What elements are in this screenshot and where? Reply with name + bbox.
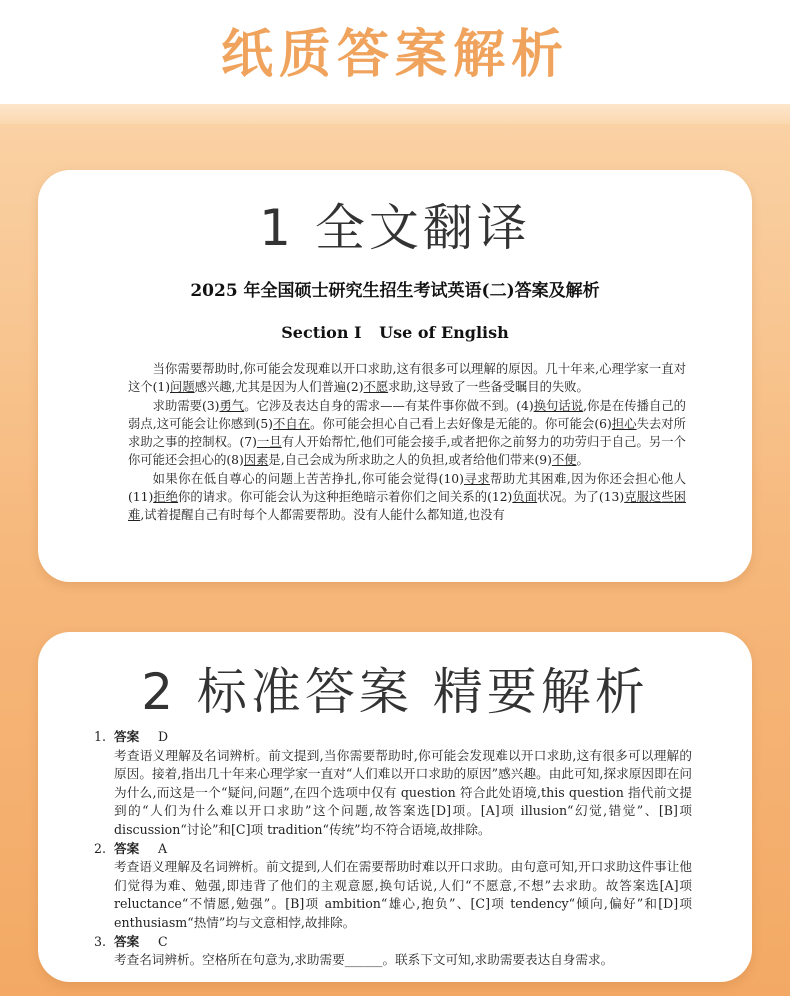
answer-blank-word: 克服这些困难	[128, 490, 686, 523]
translation-text-run: 。	[576, 453, 589, 468]
answer-blank-word: 问题	[170, 380, 195, 395]
translation-text-run: 状况。为了(13)	[537, 490, 625, 505]
translation-text-run: 。你可能会担心自己看上去好像是无能的。你可能会(6)	[310, 416, 612, 431]
answer-explanation: 考查名词辨析。空格所在句意为,求助需要______。联系下文可知,求助需要表达自身需求。	[114, 952, 614, 968]
answer-blank-word: 一旦	[256, 435, 282, 450]
answer-blank-word: 负面	[512, 490, 538, 505]
translation-text-run: 求助需要(3)	[152, 398, 220, 413]
answer-blank-word: 寻求	[463, 471, 491, 486]
translation-text-run: ,试着提醒自己有时每个人都需要帮助。没有人能什么都知道,也没有	[140, 508, 505, 523]
answer-blank-word: 不愿	[363, 380, 389, 395]
translation-text-run: 求助,这导致了一些备受瞩目的失败。	[388, 380, 589, 395]
translation-text-run: 你的请求。你可能会认为这种拒绝暗示着你们之间关系的(12)	[178, 490, 513, 505]
translation-heading: 1 全文翻译	[259, 199, 531, 257]
answer-letter: A	[158, 840, 168, 856]
translation-text-run: 有人开始帮忙,他们可能会接手,或者把你之前努力的功劳归于自己。另一个你可能还会担心的(8)	[128, 435, 686, 468]
answers-list	[38, 728, 752, 970]
translation-paragraph	[128, 470, 686, 525]
answers-heading: 2 标准答案 精要解析	[141, 663, 649, 721]
translation-text-run: ,你是在传播自己的弱点,这可能会让你感到(5)	[128, 398, 686, 431]
answer-item	[94, 728, 692, 840]
section-title	[38, 323, 752, 342]
answer-blank-word: 换句话说	[533, 398, 584, 413]
question-number: 1.	[94, 729, 107, 744]
answer-item	[94, 840, 692, 933]
page-title: 纸质答案解析	[220, 25, 569, 85]
section-label: Section Ⅰ	[281, 323, 362, 342]
translation-text	[38, 360, 752, 525]
translation-paragraph	[128, 397, 686, 470]
translation-card	[38, 170, 752, 582]
answer-label: 答案	[114, 840, 140, 856]
translation-text-run: 帮助尤其困难,因为你还会担心他人(11)	[128, 471, 686, 505]
question-number: 2.	[94, 840, 107, 856]
translation-text-run: 失去对所求助之事的控制权。(7)	[128, 416, 686, 450]
translation-text-run: 当你需要帮助时,你可能会发现难以开口求助,这有很多可以理解的原因。几十年来,心理学家一直对这个(1)	[128, 362, 686, 395]
answer-explanation: 考查语义理解及名词辨析。前文提到,人们在需要帮助时难以开口求助。由句意可知,开口求助这件事让他们觉得为难、勉强,即违背了他们的主观意愿,换句话说,人们“不愿意,不想”去求助。故答案选[A]项 reluctance“不情愿,勉强”。[B]项 ambition“雄心,抱负”、[C]项 tendency“倾向,偏好”和[D]项 enthusiasm“热情”均与文意相悖,故排除。	[114, 859, 692, 930]
translation-paragraph	[128, 360, 686, 397]
answer-item	[94, 933, 692, 970]
answer-header	[94, 933, 692, 952]
answer-label: 答案	[114, 729, 140, 744]
answer-blank-word: 担心	[611, 416, 637, 431]
answer-label: 答案	[114, 933, 140, 949]
answer-blank-word: 拒绝	[153, 490, 179, 505]
answer-blank-word: 因素	[243, 453, 269, 468]
question-number: 3.	[94, 933, 107, 949]
translation-text-run: 。它涉及表达自身的需求——有某件事你做不到。(4)	[244, 398, 534, 413]
answers-card	[38, 632, 752, 982]
header-band	[0, 0, 790, 104]
header-underline	[0, 104, 790, 124]
answer-letter: D	[158, 729, 169, 744]
translation-text-run: 是,自己会成为所求助之人的负担,或者给他们带来(9)	[268, 453, 552, 468]
answer-explanation: 考查语义理解及名词辨析。前文提到,当你需要帮助时,你可能会发现难以开口求助,这有很多可以理解的原因。接着,指出几十年来心理学家一直对“人们难以开口求助的原因”感兴趣。由此可知,探求原因即在问为什么,而这是一个“疑问,问题”,在四个选项中仅有 question 符合此处语境,this question 指代前文提到的“人们为什么难以开口求助”这个问题,故答案选[D]项。[A]项 illusion“幻觉,错觉”、[B]项 discussion“讨论”和[C]项 tradition“传统”均不符合语境,故排除。	[114, 747, 692, 837]
translation-text-run: 如果你在低自尊心的问题上苦苦挣扎,你可能会觉得(10)	[152, 471, 464, 486]
translation-text-run: 感兴趣,尤其是因为人们普遍(2)	[194, 380, 364, 395]
answer-blank-word: 不自在	[272, 416, 311, 431]
answer-header	[94, 840, 692, 859]
document-title: 2025 年全国硕士研究生招生考试英语(二)答案及解析	[190, 281, 600, 301]
answer-blank-word: 不便	[551, 453, 577, 468]
answer-blank-word: 勇气	[219, 398, 245, 413]
section-name: Use of English	[379, 323, 509, 342]
answer-header	[94, 728, 692, 747]
answer-letter: C	[158, 933, 168, 949]
